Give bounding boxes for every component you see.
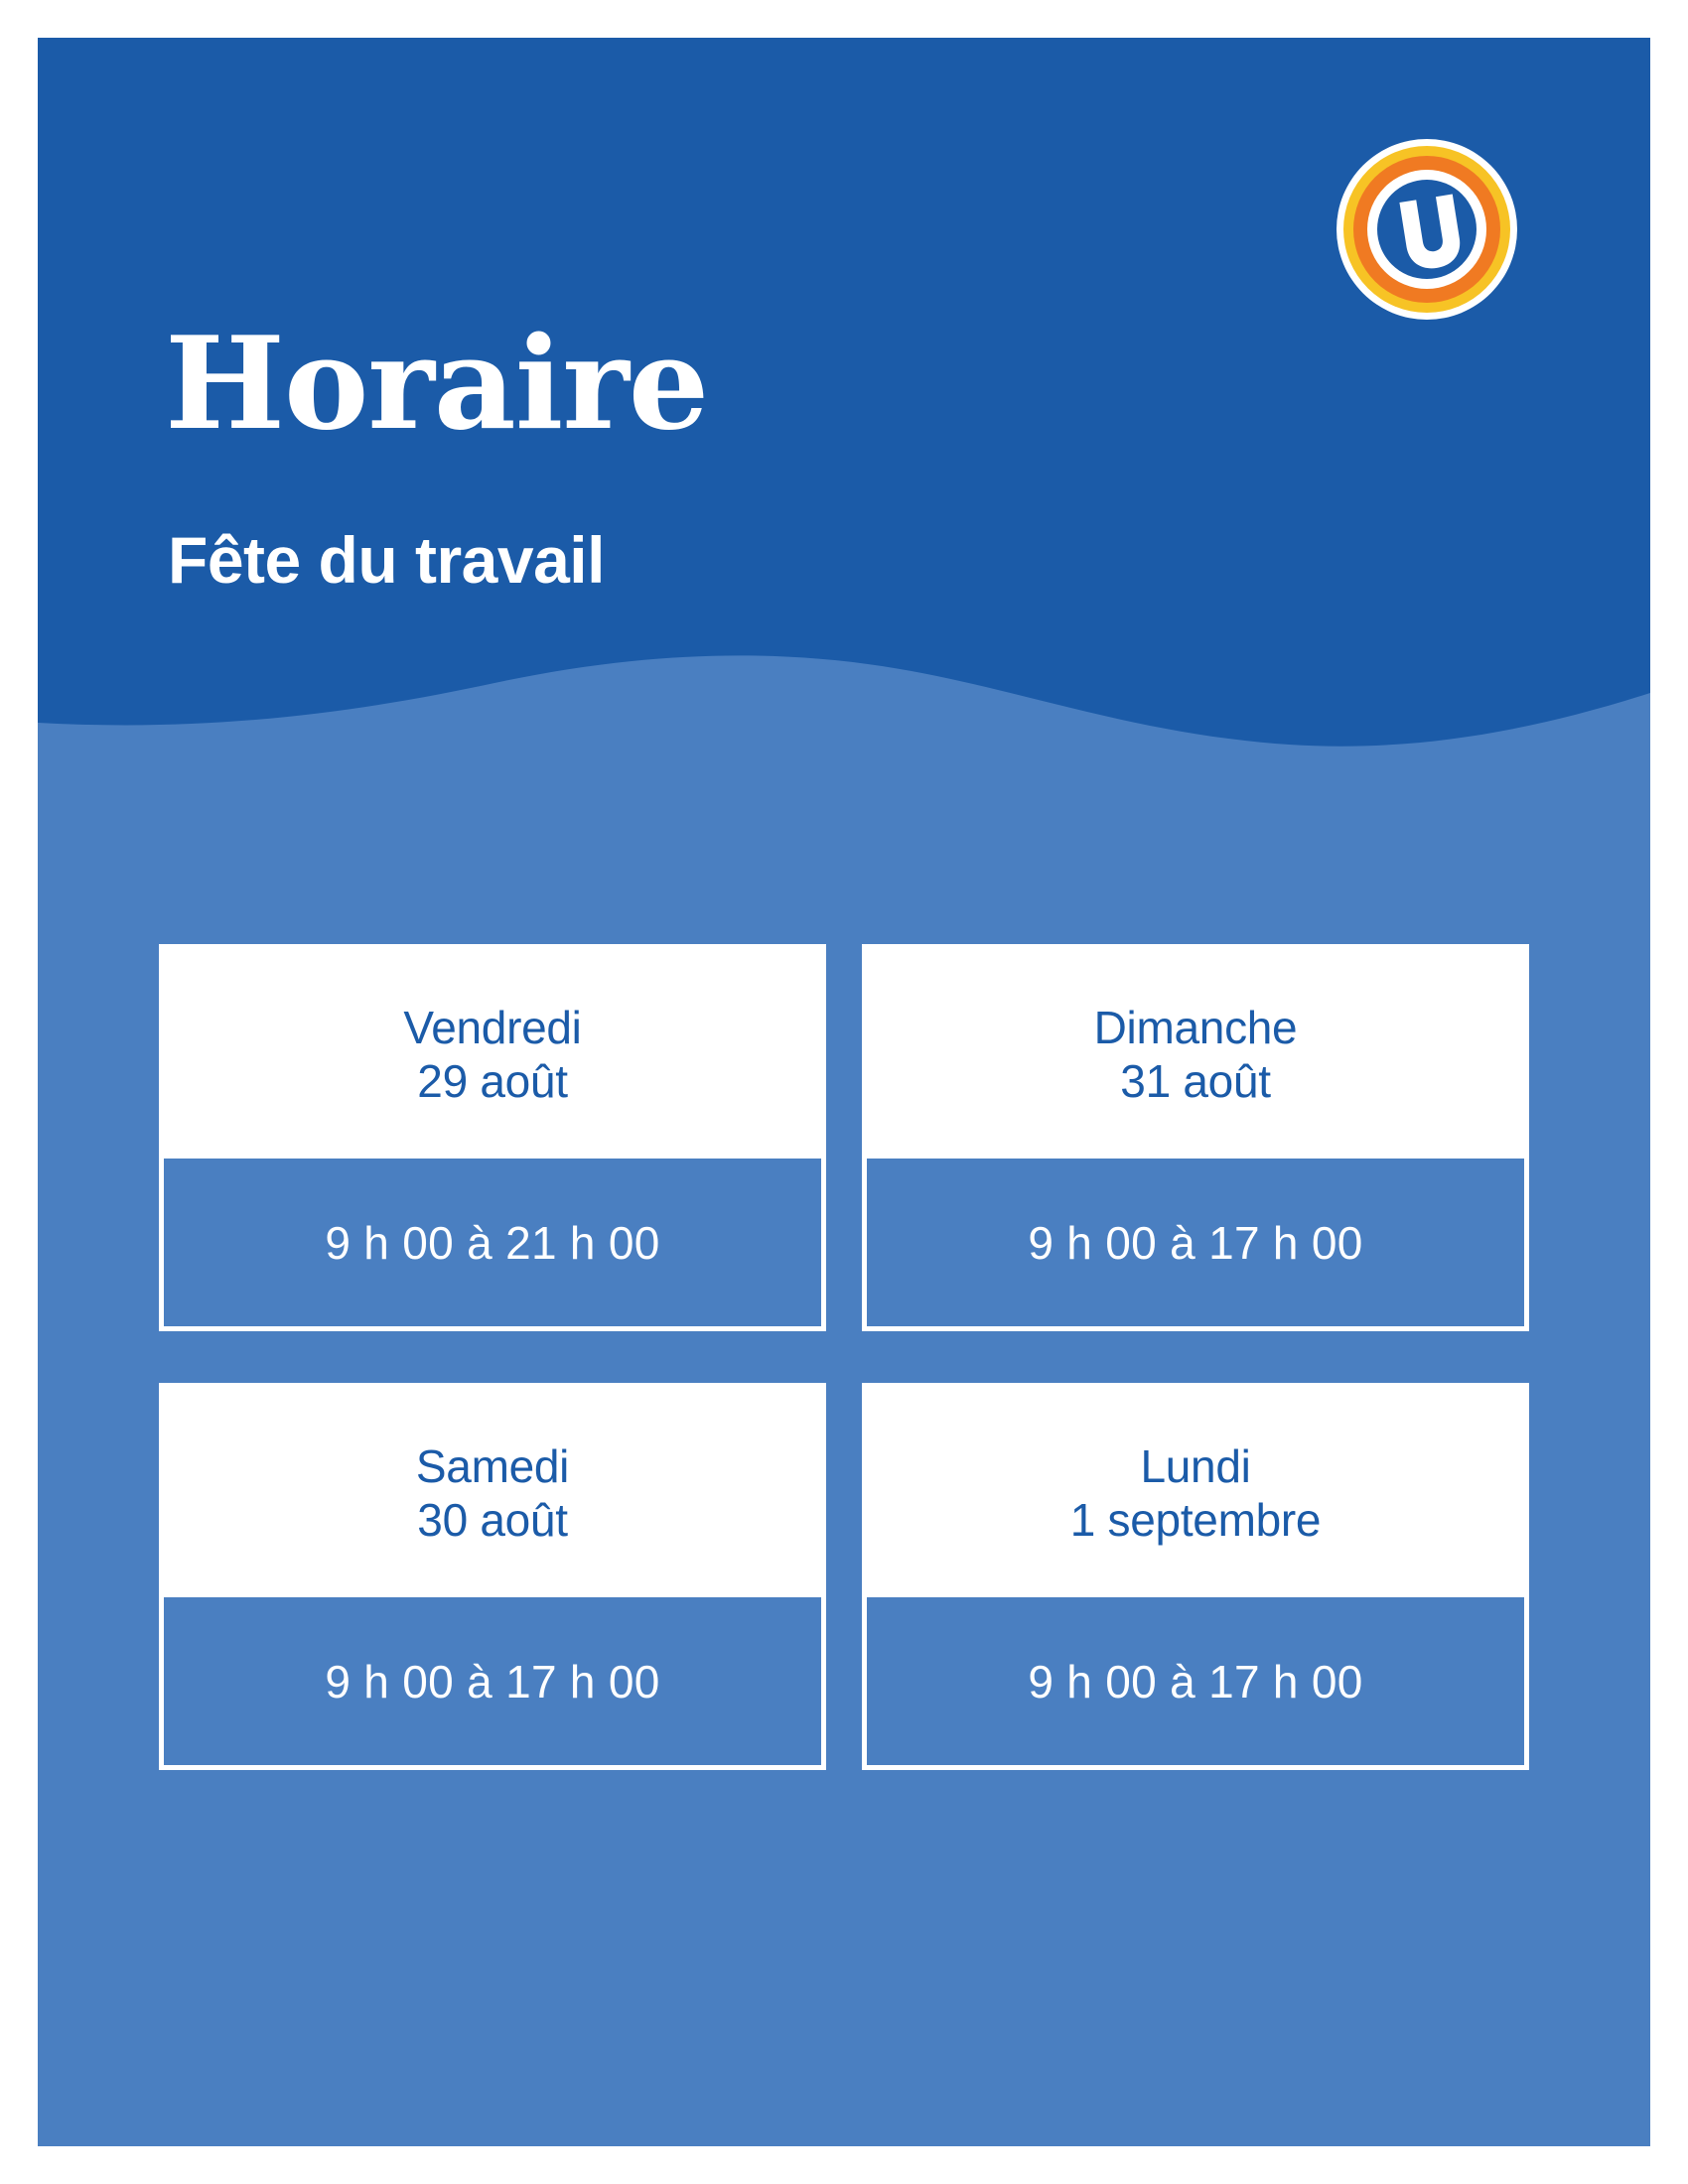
card-hours: 9 h 00 à 21 h 00 [164, 1154, 821, 1326]
card-date: 1 septembre [1069, 1494, 1322, 1546]
schedule-card [862, 944, 1529, 1331]
card-hours: 9 h 00 à 17 h 00 [867, 1592, 1524, 1765]
page-title: Horaire [165, 310, 709, 459]
schedule-cards [159, 944, 1529, 1770]
card-day: Lundi [1140, 1439, 1251, 1492]
card-header [164, 949, 821, 1154]
card-header [867, 1388, 1524, 1592]
card-hours: 9 h 00 à 17 h 00 [164, 1592, 821, 1765]
schedule-card [159, 1383, 826, 1770]
card-date: 30 août [417, 1494, 568, 1546]
poster-panel [38, 38, 1650, 2146]
card-date: 29 août [417, 1055, 568, 1107]
card-day: Vendredi [403, 1001, 582, 1053]
card-day: Samedi [415, 1439, 570, 1492]
card-header [164, 1388, 821, 1592]
card-date: 31 août [1120, 1055, 1271, 1107]
card-header [867, 949, 1524, 1154]
schedule-card [862, 1383, 1529, 1770]
page-subtitle: Fête du travail [168, 523, 605, 597]
card-day: Dimanche [1093, 1001, 1298, 1053]
schedule-card [159, 944, 826, 1331]
brand-logo-icon [1335, 137, 1519, 322]
card-hours: 9 h 00 à 17 h 00 [867, 1154, 1524, 1326]
